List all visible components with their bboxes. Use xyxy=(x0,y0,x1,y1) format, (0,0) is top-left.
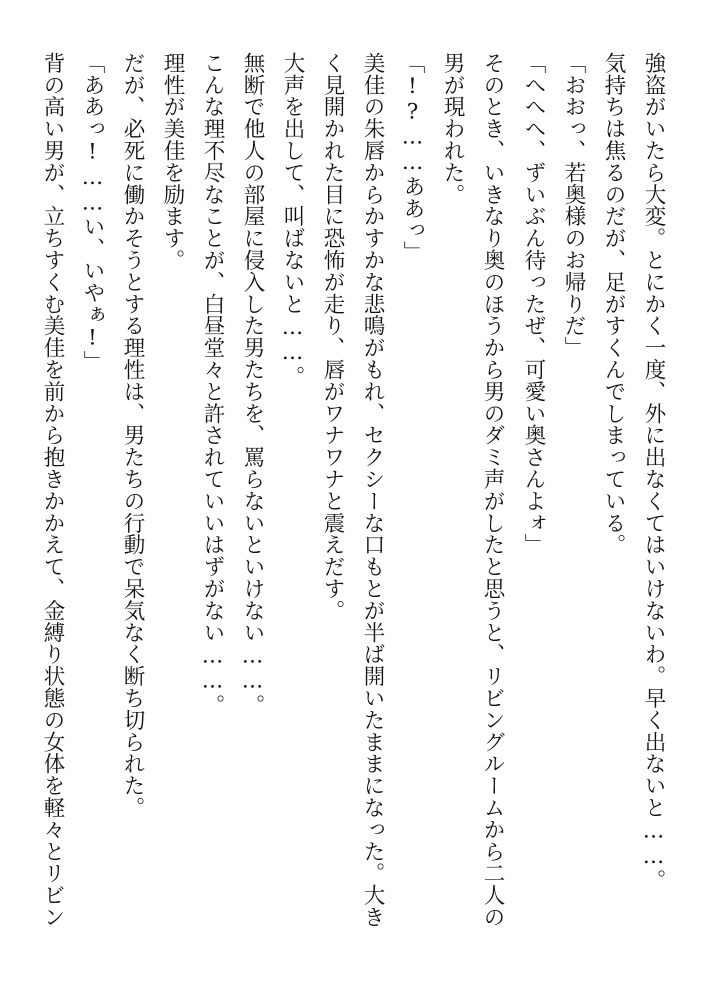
text-line: 理性が美佳を励ます。 xyxy=(160,52,185,271)
text-line: 大声を出して、叫ばないと……。 xyxy=(280,52,305,388)
text-line: 気持ちは焦るのだが、足がすくんでしまっている。 xyxy=(601,52,626,556)
text-line: 「おおっ、若奥様のお帰りだ」 xyxy=(561,52,586,359)
text-line: 強盗がいたら大変。とにかく一度、外に出なくてはいけないわ。早く出ないと……。 xyxy=(641,52,666,892)
text-line: 「へへへ、ずいぶん待ったぜ、可愛い奥さんよォ」 xyxy=(521,52,546,556)
text-line: 美佳の朱唇からかすかな悲鳴がもれ、セクシーな口もとが半ば開いたままになった。大き xyxy=(360,52,385,928)
text-line: こんな理不尽なことが、白昼堂々と許されていいはずがない……。 xyxy=(200,52,225,716)
text-line: 男が現われた。 xyxy=(440,52,465,206)
text-line: 「!?……ああっ」 xyxy=(400,52,425,264)
text-line: 無断で他人の部屋に侵入した男たちを、罵らないといけない……。 xyxy=(240,52,265,716)
text-line: く見開かれた目に恐怖が走り、唇がワナワナと震えだす。 xyxy=(320,52,345,622)
text-line: だが、必死に働かそうとする理性は、男たちの行動で呆気なく断ち切られた。 xyxy=(120,52,145,819)
text-line: 背の高い男が、立ちすくむ美佳を前から抱きかかえて、金縛り状態の女体を軽々とリビン xyxy=(40,52,65,928)
text-line: そのとき、いきなり奥のほうから男のダミ声がしたと思うと、リビングルームから二人の xyxy=(480,52,505,928)
text-line: 「ああっ!……い、いやぁ!」 xyxy=(80,52,105,373)
